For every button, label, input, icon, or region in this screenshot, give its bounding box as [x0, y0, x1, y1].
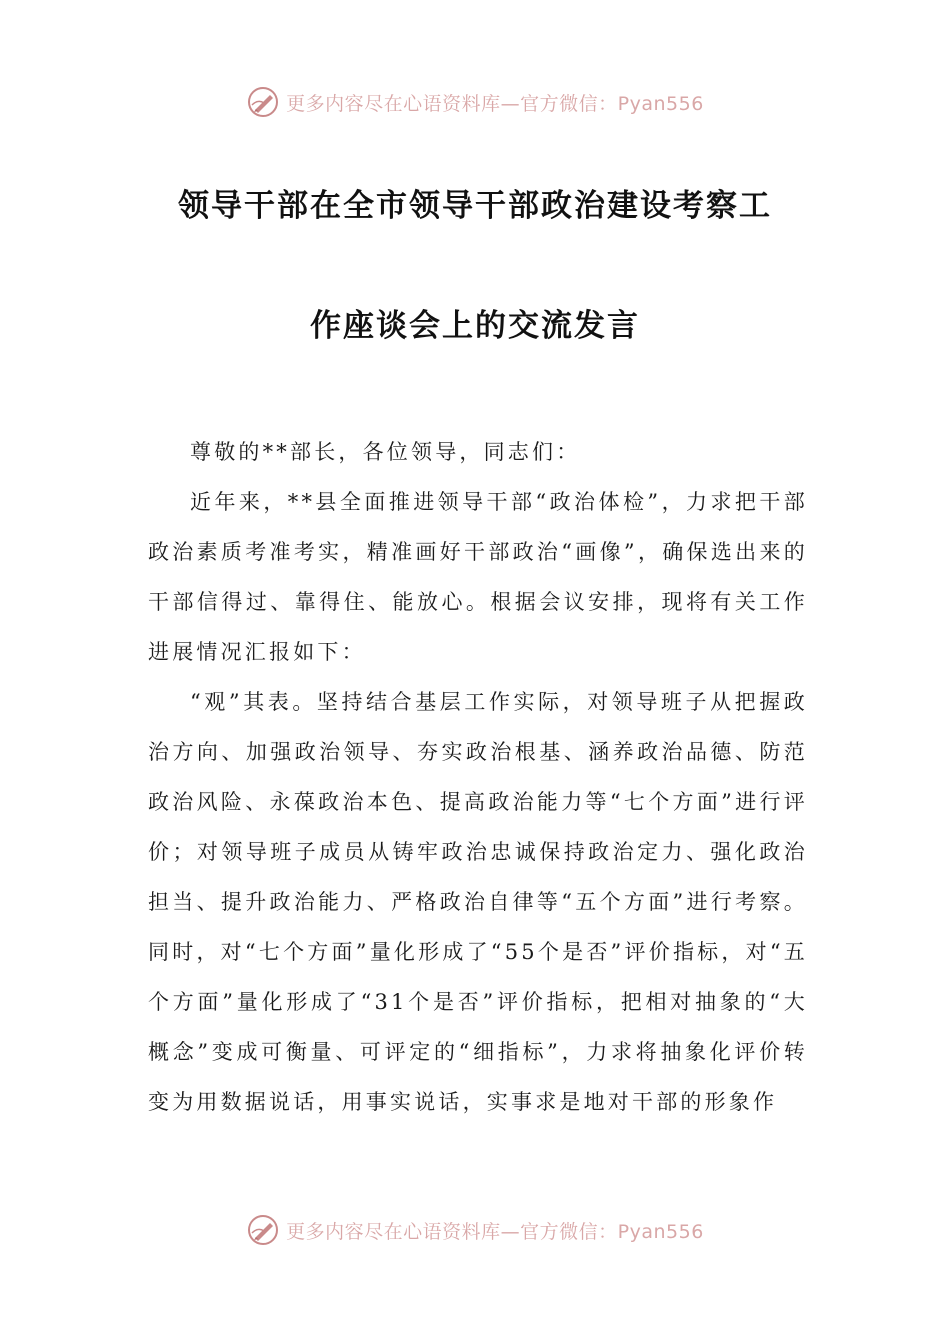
paragraph-1: 近年来，**县全面推进领导干部“政治体检”，力求把干部政治素质考准考实，精准画好干部政治“画像”，确保选出来的干部信得过、靠得住、能放心。根据会议安排，现将有关工作进展情况汇报如下： [148, 490, 808, 664]
header-watermark [0, 82, 950, 122]
pen-seal-icon [246, 85, 280, 119]
paragraph-2: “观”其表。坚持结合基层工作实际，对领导班子从把握政治方向、加强政治领导、夯实政治根基、涵养政治品德、防范政治风险、永葆政治本色、提高政治能力等“七个方面”进行评价；对领导班子成员从铸牢政治忠诚保持政治定力、强化政治担当、提升政治能力、严格政治自律等“五个方面”进行考察。同时，对“七个方面”量化形成了“55个是否”评价指标，对“五个方面”量化形成了“31个是否”评价指标，把相对抽象的“大概念”变成可衡量、可评定的“细指标”，力求将抽象化评价转变为用数据说话，用事实说话，实事求是地对干部的形象作 [148, 690, 808, 1114]
document-body [148, 427, 808, 1127]
document-title-line1: 领导干部在全市领导干部政治建设考察工 [178, 188, 772, 224]
watermark-text: 更多内容尽在心语资料库—官方微信：Pyan556 [286, 1220, 704, 1243]
footer-watermark [0, 1210, 950, 1250]
watermark-text: 更多内容尽在心语资料库—官方微信：Pyan556 [286, 92, 704, 115]
salutation: 尊敬的**部长，各位领导，同志们： [190, 440, 581, 464]
pen-seal-icon [246, 1213, 280, 1247]
document-title-line2: 作座谈会上的交流发言 [310, 308, 640, 344]
